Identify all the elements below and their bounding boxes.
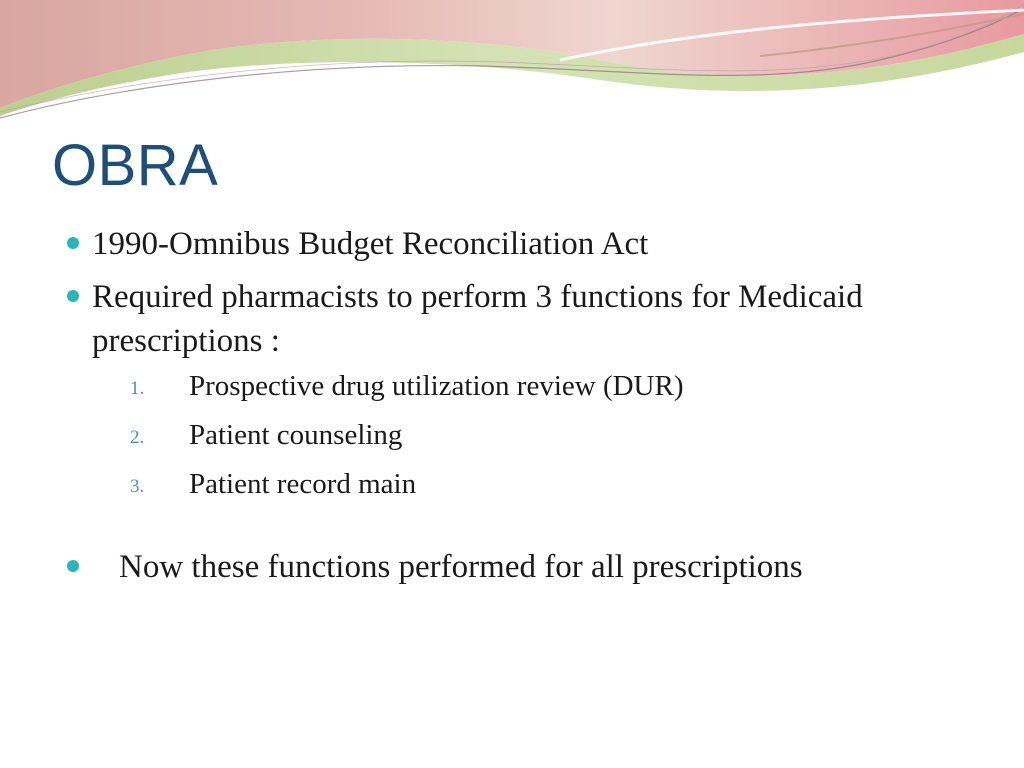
bullet-list [64, 222, 984, 598]
bullet-text: 1990-Omnibus Budget Reconciliation Act [92, 226, 649, 262]
sub-item-text: Prospective drug utilization review (DUR) [189, 370, 684, 402]
sub-list-item [92, 367, 984, 405]
sub-list-item [92, 416, 984, 454]
sub-item-number: 1. [130, 378, 145, 399]
sub-item-text: Patient counseling [189, 419, 403, 451]
bullet-dot-icon [67, 560, 79, 572]
bullet-dot-icon [67, 237, 79, 249]
bullet-item [64, 275, 984, 503]
bullet-item [64, 545, 984, 589]
header-wave-decoration [0, 0, 1024, 130]
sub-list-item [92, 465, 984, 503]
bullet-item [64, 222, 984, 266]
numbered-sub-list [92, 367, 984, 503]
bullet-text: Required pharmacists to perform 3 functions for Medicaid prescriptions : [92, 279, 863, 359]
sub-item-number: 2. [130, 427, 145, 448]
sub-item-text: Patient record main [189, 468, 417, 500]
slide-title: OBRA [52, 133, 219, 198]
bullet-text: Now these functions performed for all prescriptions [119, 549, 803, 585]
sub-item-number: 3. [130, 476, 145, 497]
bullet-dot-icon [67, 290, 79, 302]
